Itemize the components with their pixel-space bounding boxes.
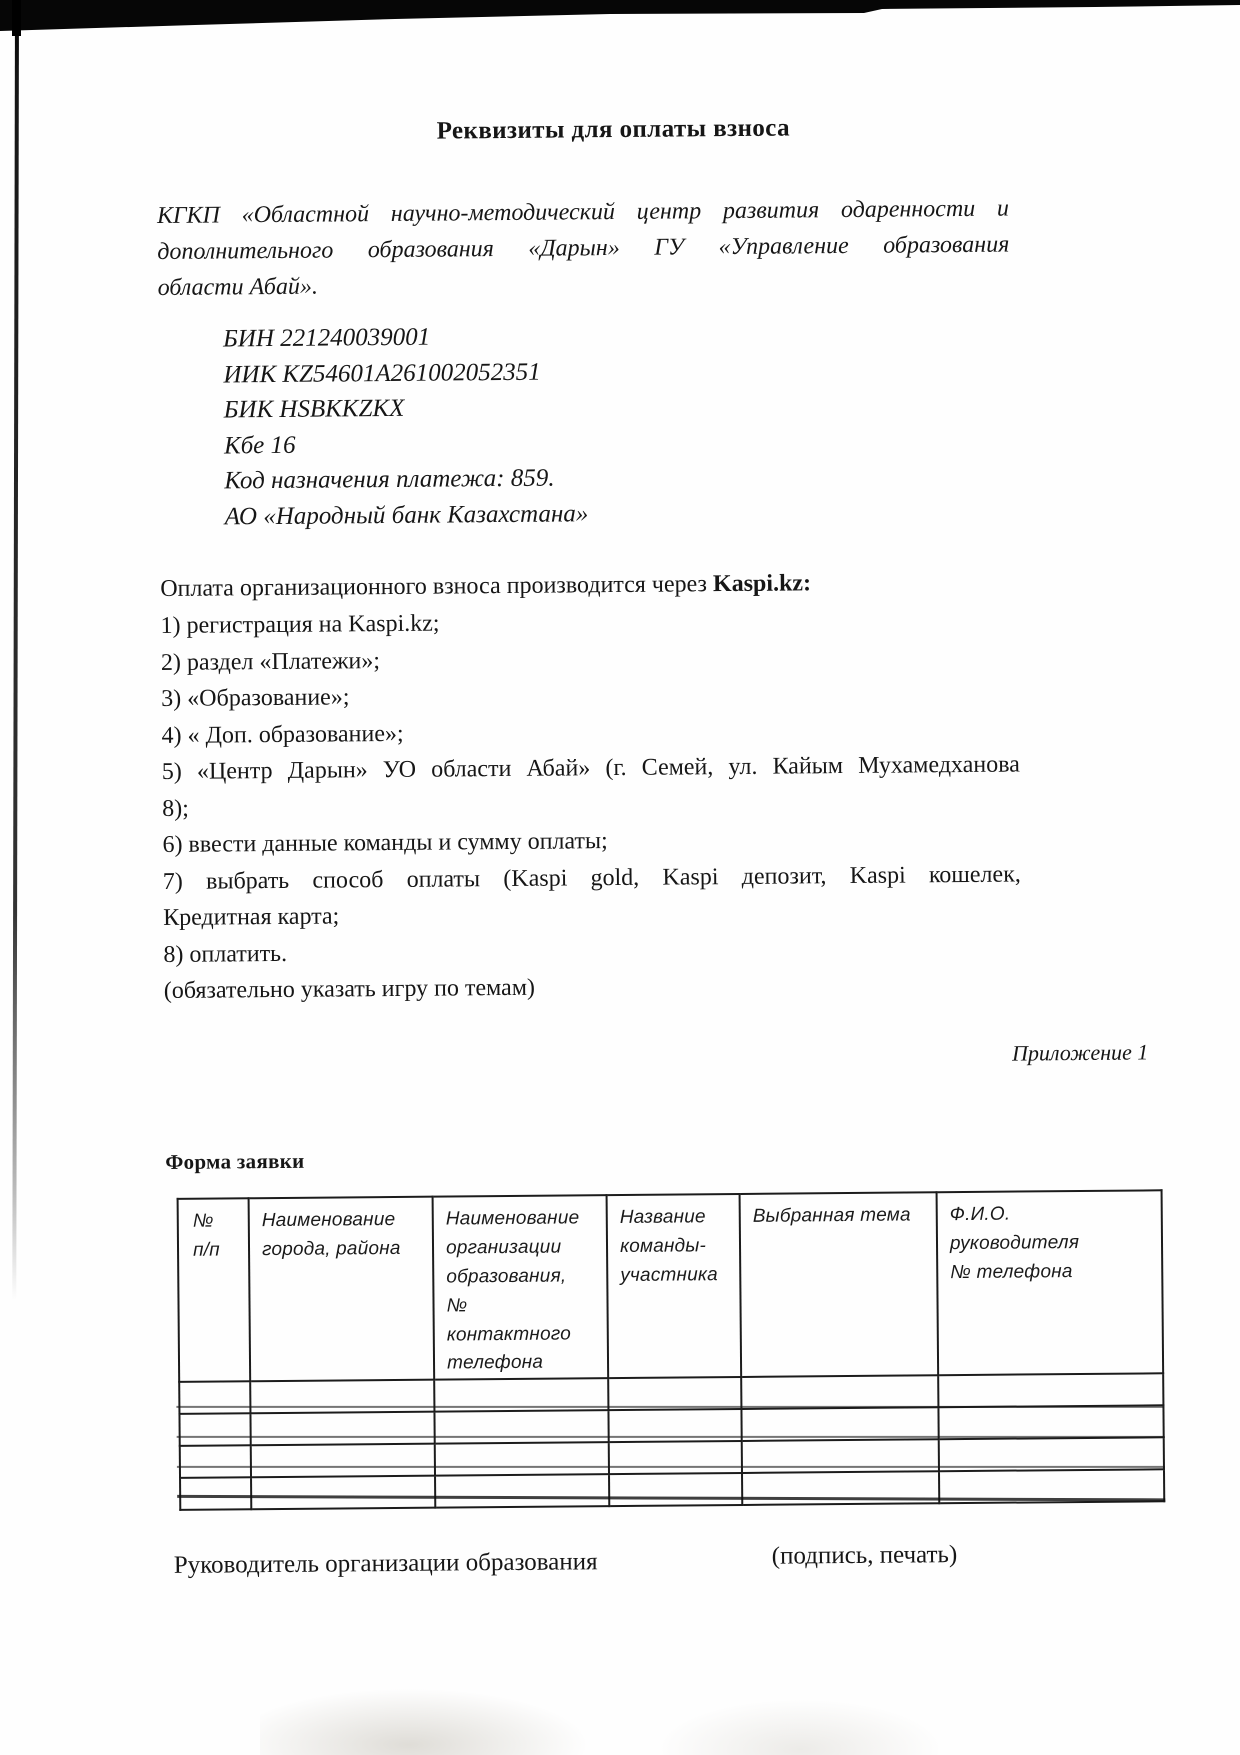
table-cell [938, 1374, 1163, 1408]
document-title: Реквизиты для оплаты взноса [436, 114, 791, 145]
application-form-table [177, 1189, 1166, 1511]
bank-detail-line-bank-name: АО «Народный банк Казахстана» [224, 499, 589, 530]
table-cell [179, 1381, 250, 1414]
paragraph-line: дополнительного образования «Дарын» ГУ «Управление образования [157, 231, 1010, 266]
step-line: 5) «Центр Дарын» УО области Абай» (г. Семей, ул. Кайым Мухамедханова [161, 751, 1020, 785]
step-line: (обязательно указать игру по темам) [163, 974, 536, 1004]
table-cell [250, 1380, 434, 1414]
signatory-label: Руководитель организации образования [173, 1548, 598, 1579]
signature-row [6, 1543, 1240, 1604]
step-line: 4) « Доп. образование»; [161, 720, 404, 749]
signature-note: (подпись, печать) [771, 1541, 958, 1570]
table-cell [250, 1412, 434, 1446]
table-cell [251, 1476, 435, 1510]
step-line: 6) ввести данные команды и сумму оплаты; [162, 828, 608, 858]
table-cell [179, 1413, 250, 1446]
scan-artifact-line [177, 1436, 1165, 1438]
table-header-city: Наименование города, района [249, 1197, 435, 1382]
payment-intro-text: Оплата организационного взноса производится через [160, 571, 714, 602]
bank-details-block [223, 318, 589, 534]
step-line: 1) регистрация на Kaspi.kz; [160, 610, 440, 639]
step-line: 8) оплатить. [163, 940, 288, 968]
scan-artifact-line [177, 1466, 1165, 1468]
organization-paragraph [157, 191, 1010, 306]
form-label: Форма заявки [165, 1148, 305, 1174]
step-line: Кредитная карта; [163, 903, 340, 931]
annex-label: Приложение 1 [1011, 1039, 1149, 1066]
payment-steps [160, 601, 1021, 1010]
bank-detail-line-bin: БИН 221240039001 [222, 323, 431, 353]
step-line: 3) «Образование»; [161, 684, 350, 712]
table-cell [609, 1473, 742, 1506]
payment-intro-kaspi: Kaspi.kz: [712, 570, 812, 598]
bank-detail-line-bik: БИК HSBKKZKX [223, 394, 405, 424]
table-cell [435, 1442, 609, 1476]
table-cell [609, 1441, 742, 1474]
table-header-number: № п/п [178, 1198, 251, 1382]
table-header-topic: Выбранная тема [740, 1192, 939, 1377]
scan-artifact-line [176, 1406, 1164, 1408]
table-cell [741, 1375, 938, 1409]
table-header-organization: Наименование организации образования, № контактного телефона [433, 1195, 609, 1380]
table-header-team: Название команды- участника [607, 1194, 742, 1378]
step-line: 8); [162, 795, 189, 822]
table-cell [742, 1439, 939, 1473]
payment-intro [160, 568, 1040, 603]
scan-corner-mark [12, 0, 21, 36]
table-cell [938, 1406, 1163, 1440]
scan-top-edge [0, 0, 1240, 34]
paragraph-line: области Абай». [157, 273, 319, 302]
bank-detail-line-payment-code: Код назначения платежа: 859. [224, 464, 555, 495]
step-line: 7) выбрать способ оплаты (Kaspi gold, Kaspi депозит, Kaspi кошелек, [162, 861, 1021, 895]
table-header-leader: Ф.И.О. руководителя № телефона [937, 1190, 1164, 1375]
table-header-row [178, 1190, 1164, 1382]
table-cell [434, 1410, 608, 1444]
table-cell [180, 1477, 251, 1510]
table-cell [435, 1474, 609, 1508]
bank-detail-line-iik: ИИК KZ54601A261002052351 [223, 358, 541, 388]
table-cell [180, 1445, 251, 1478]
paragraph-line: КГКП «Областной научно-методический центр развития одаренности и [156, 195, 1010, 230]
table-body [179, 1374, 1164, 1511]
step-line: 2) раздел «Платежи»; [160, 647, 381, 676]
bank-detail-line-kbe: Кбе 16 [223, 431, 296, 459]
table-cell [251, 1444, 435, 1478]
